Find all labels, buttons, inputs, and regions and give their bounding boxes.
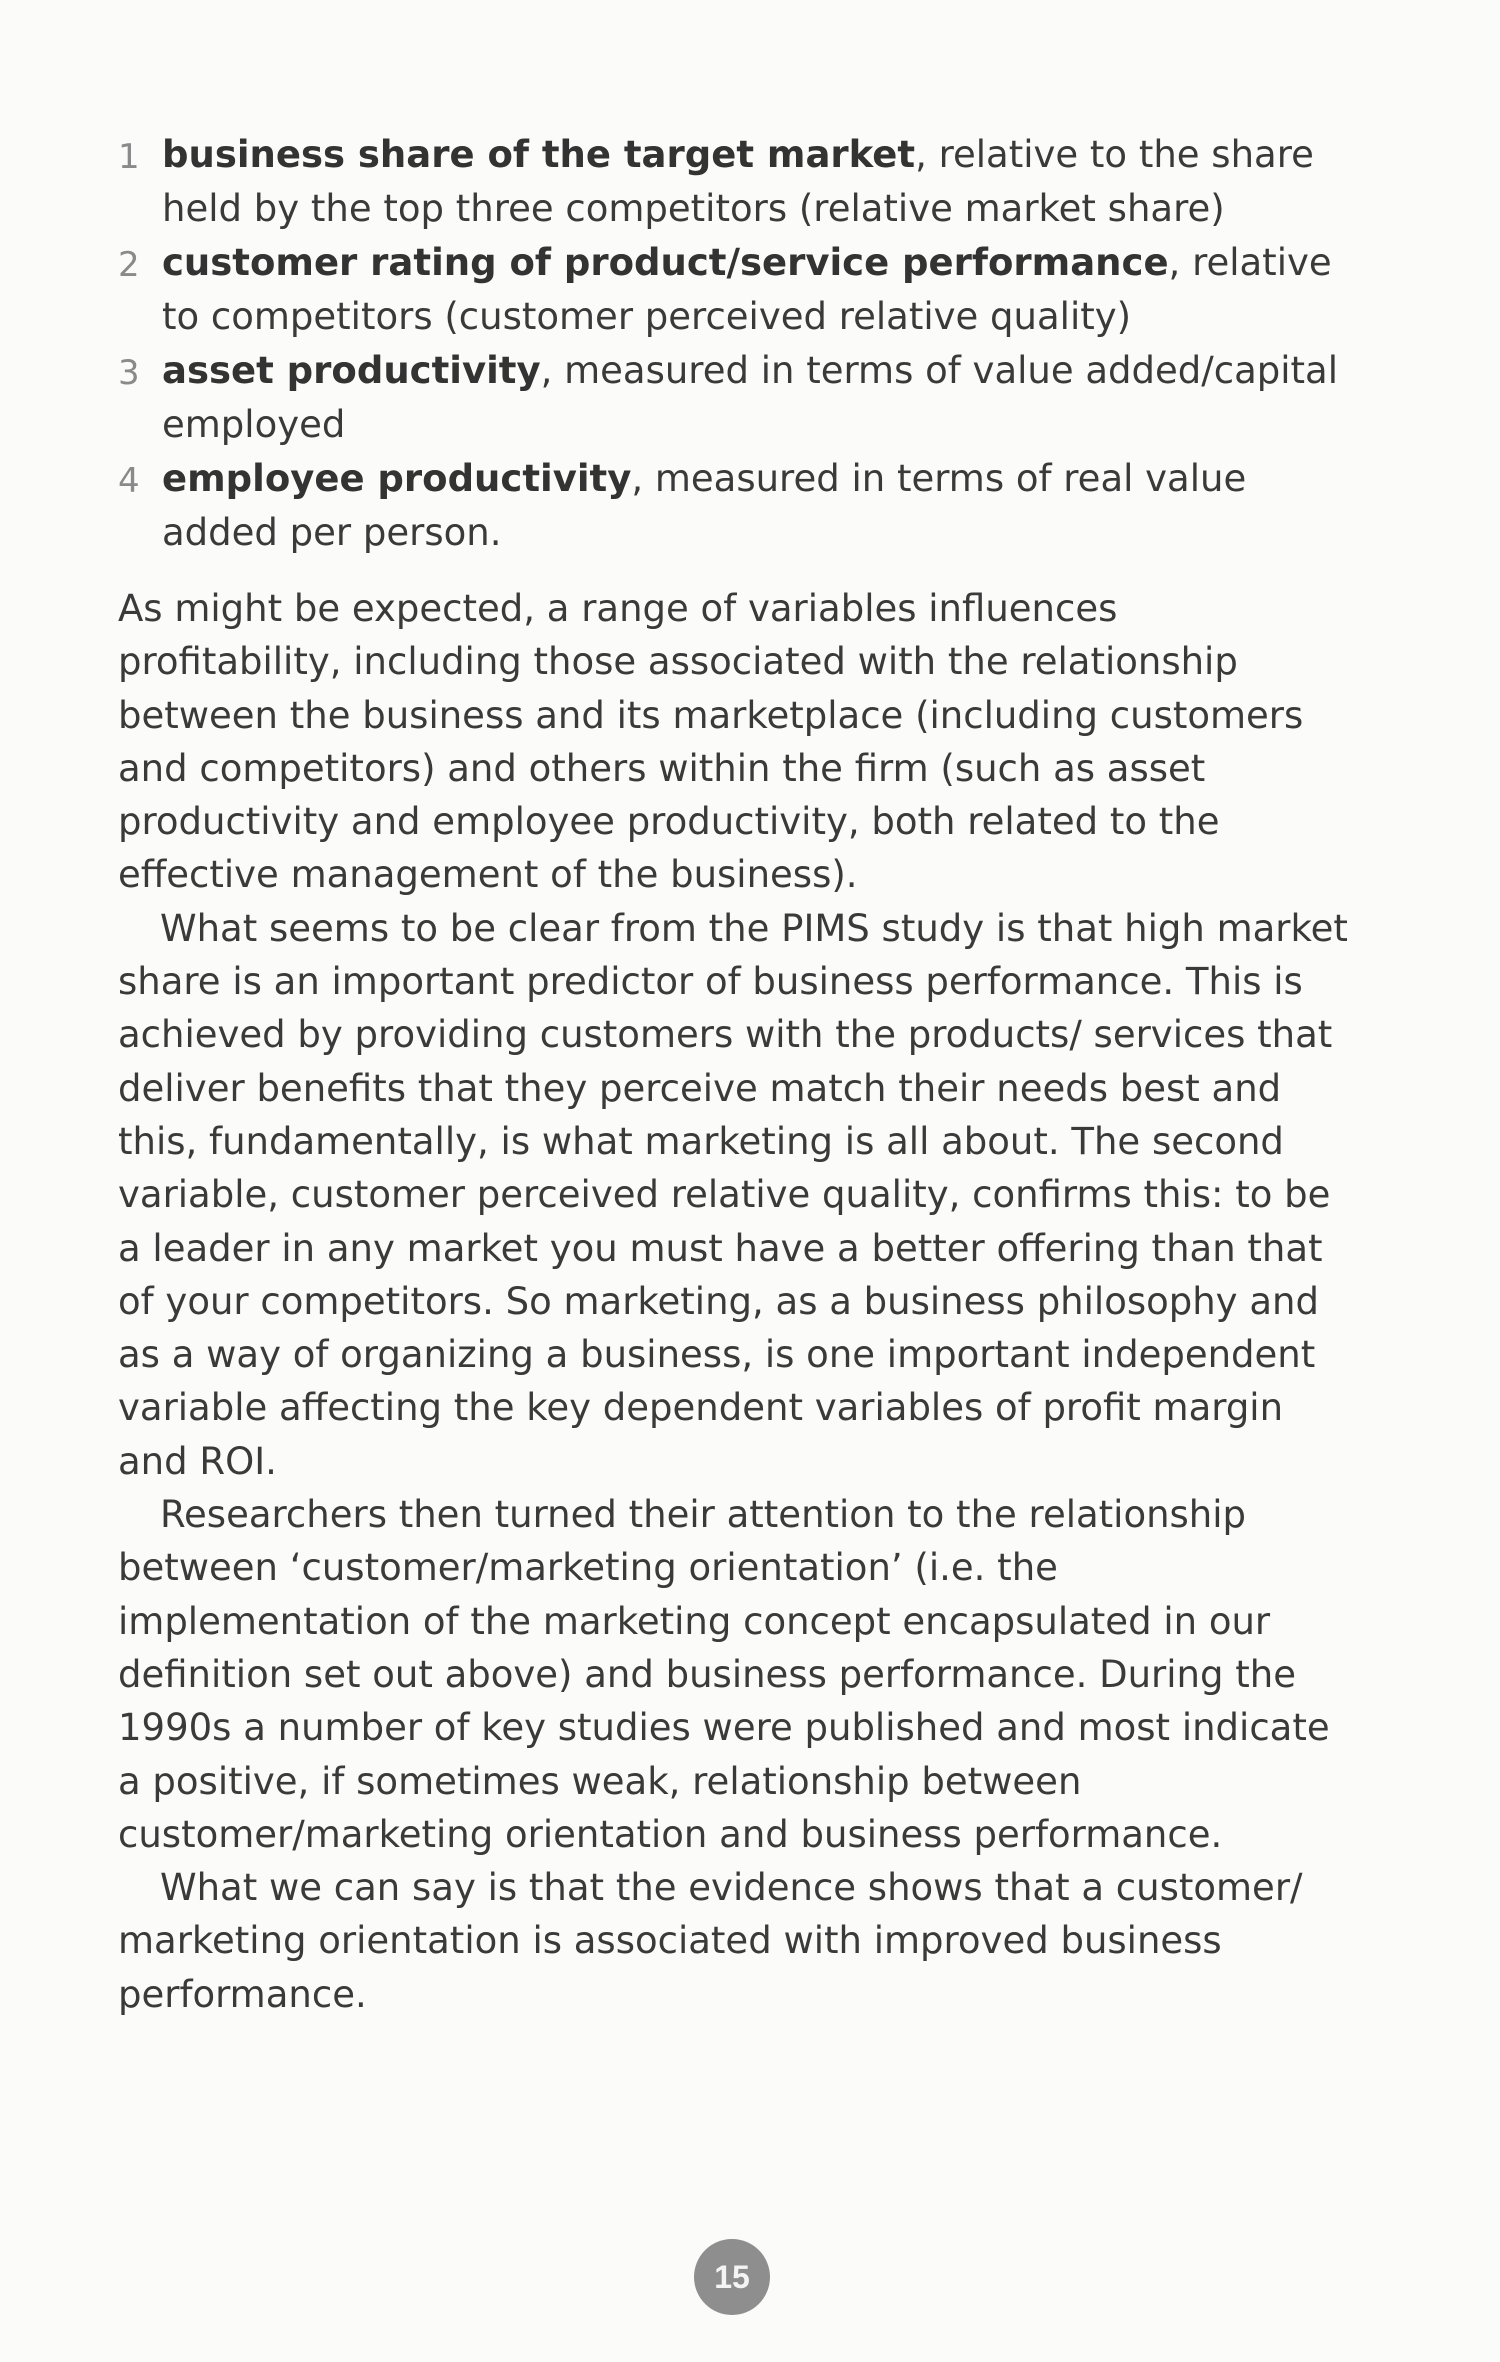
- paragraph: What we can say is that the evidence shows that a customer/ marketing orientation is associated with improved business performance.: [118, 1866, 1303, 2016]
- body-text: [118, 582, 1348, 2021]
- list-item-text: , measured in terms of real value added per person.: [162, 457, 1247, 554]
- list-item: [118, 128, 1348, 236]
- list-item-number: 1: [118, 137, 140, 177]
- key-variables-list: [118, 128, 1348, 560]
- list-item-term: customer rating of product/service performance: [162, 241, 1169, 284]
- list-item: [118, 344, 1348, 452]
- list-item-term: business share of the target market: [162, 133, 916, 176]
- list-item: [118, 236, 1348, 344]
- list-item-text: , relative to the share held by the top three competitors (relative market share): [162, 133, 1314, 230]
- page-number-badge: 15: [694, 2239, 770, 2315]
- list-item-term: employee productivity: [162, 457, 632, 500]
- list-item-number: 2: [118, 245, 140, 285]
- paragraph: Researchers then turned their attention to the relationship between ‘customer/marketing orientation’ (i.e. the implementation of the marketing concept encapsulated in our definition set out above) and business performance. During the 1990s a number of key studies were published and most indicate a positive, if sometimes weak, relationship between customer/marketing orientation and business performance.: [118, 1493, 1330, 1856]
- list-item: [118, 452, 1348, 560]
- list-item-text: , measured in terms of value added/capital employed: [162, 349, 1338, 446]
- paragraph: As might be expected, a range of variables influences profitability, including those associated with the relationship between the business and its marketplace (including customers and competitors) and others within the firm (such as asset productivity and employee productivity, both related to the effective management of the business).: [118, 587, 1304, 897]
- list-item-text: , relative to competitors (customer perceived relative quality): [162, 241, 1332, 338]
- list-item-number: 3: [118, 353, 140, 393]
- list-item-term: asset productivity: [162, 349, 541, 392]
- paragraph: What seems to be clear from the PIMS study is that high market share is an important predictor of business performance. This is achieved by providing customers with the products/ services that deliver benefits that they perceive match their needs best and this, fundamentally, is what marketing is all about. The second variable, customer perceived relative quality, confirms this: to be a leader in any market you must have a better offering than that of your competitors. So marketing, as a business philosophy and as a way of organizing a business, is one important independent variable affecting the key dependent variables of profit margin and ROI.: [118, 906, 1348, 1483]
- page-content: [118, 128, 1348, 2021]
- list-item-number: 4: [118, 461, 140, 501]
